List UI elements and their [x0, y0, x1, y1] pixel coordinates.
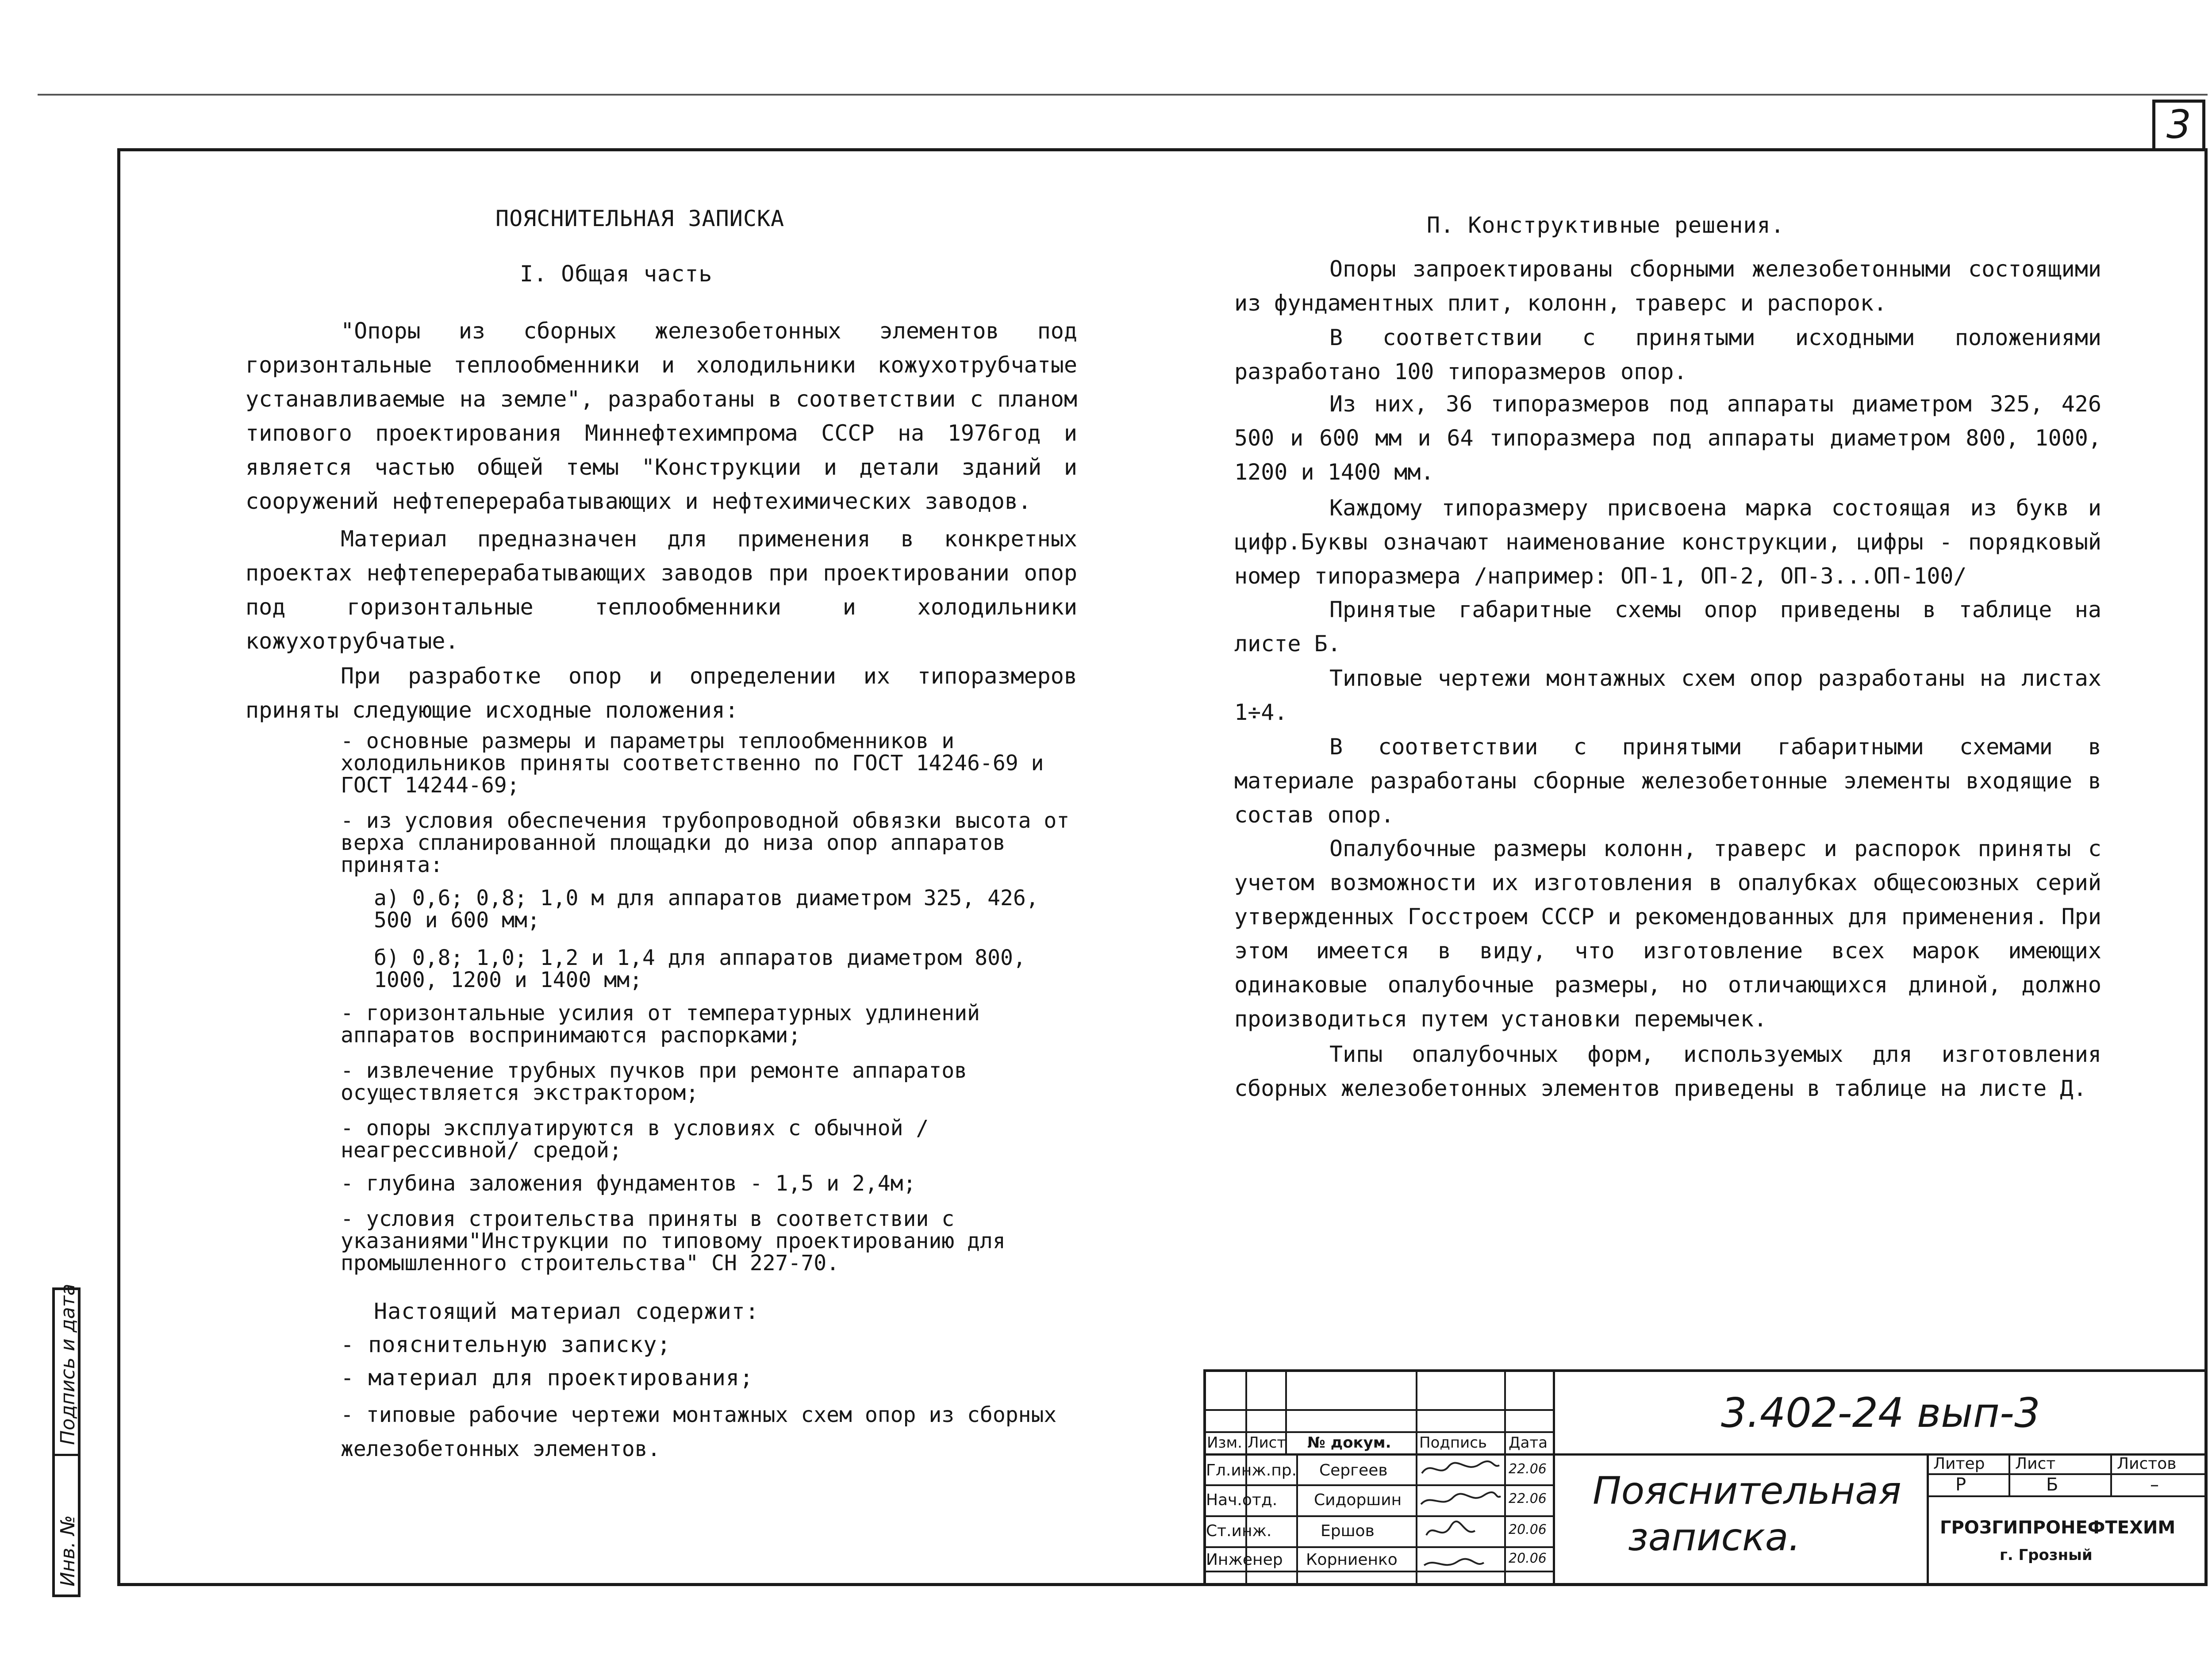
stamp-inventory-label: Инв. № — [57, 1515, 79, 1587]
design-paragraph: Из них, 36 типоразмеров под аппараты диаметром 325, 426 500 и 600 мм и 64 типоразмера под аппараты диаметром 800, 1000, 1200 и 1400 мм. — [1234, 391, 2101, 485]
design-paragraph: В соответствии с принятыми исходными положениями разработано 100 типоразмеров опор. — [1234, 325, 2101, 384]
document-designation: 3.402-24 вып-3 — [1721, 1389, 2040, 1437]
contents-item: - типовые рабочие чертежи монтажных схем опор из сборных железобетонных элементов. — [341, 1402, 1057, 1461]
section-1-heading: I. Общая часть — [520, 261, 713, 287]
signatory-name: Корниенко — [1306, 1551, 1398, 1569]
sheet-title-line2: записка. — [1628, 1515, 1801, 1560]
header-izm: Изм. — [1207, 1434, 1242, 1452]
organization-city: г. Грозный — [2000, 1546, 2093, 1564]
signatory-role: Гл.инж.пр. — [1206, 1461, 1297, 1479]
assumptions-intro: При разработке опор и определении их типоразмеров приняты следующие исходные положения: — [246, 663, 1077, 723]
signatures — [1417, 1456, 1504, 1586]
signatory-role: Ст.инж. — [1206, 1522, 1272, 1540]
design-paragraph: Опоры запроектированы сборными железобетонными состоящими из фундаментных плит, колонн, траверс и распорок. — [1234, 256, 2101, 316]
listov-value: – — [2150, 1475, 2159, 1495]
signatory-name: Сидоршин — [1314, 1491, 1402, 1509]
assumption-item: - горизонтальные усилия от температурных удлинений аппаратов воспринимаются распорками; — [341, 1001, 980, 1048]
design-paragraph: В соответствии с принятыми габаритными схемами в материале разработаны сборные железобетонные элементы входящие в состав опор. — [1234, 734, 2101, 828]
sheet-number: 3 — [2152, 100, 2205, 149]
design-paragraph: Каждому типоразмеру присвоена марка состоящая из букв и цифр.Буквы означают наименование конструкции, цифры - порядковый номер типоразмера /например: ОП-1, ОП-2, ОП-3...ОП-100/ — [1234, 495, 2101, 589]
contents-intro: Настоящий материал содержит: — [374, 1299, 759, 1324]
signatory-date: 22.06 — [1509, 1461, 1547, 1477]
assumption-item: б) 0,8; 1,0; 1,2 и 1,4 для аппаратов диаметром 800, 1000, 1200 и 1400 мм; — [374, 945, 1026, 992]
assumption-item: - опоры эксплуатируются в условиях с обычной /неагрессивной/ средой; — [341, 1116, 929, 1163]
signatory-date: 20.06 — [1509, 1551, 1547, 1566]
signatory-role: Инженер — [1206, 1551, 1283, 1569]
design-paragraph: Опалубочные размеры колонн, траверс и распорок приняты с учетом возможности их изготовления в опалубках общесоюзных серий утвержденных Госстроем СССР и рекомендованных для применения. При этом имеется в виду, что изготовление всех марок имеющих одинаковые опалубочные размеры, но отличающихся длиной, должно производиться путем установки перемычек. — [1234, 836, 2101, 1032]
stamp-signature-label: Подпись и дата — [57, 1283, 79, 1445]
contents-item: - пояснительную записку; — [341, 1332, 671, 1357]
purpose-paragraph: Материал предназначен для применения в конкретных проектах нефтеперерабатывающих заводов при проектировании опор под горизонтальные теплообменники и холодильники кожухотрубчатые. — [246, 526, 1077, 654]
liter-label: Литер — [1933, 1455, 1985, 1473]
signatory-date: 20.06 — [1509, 1522, 1547, 1537]
section-2-heading: П. Конструктивные решения. — [1427, 212, 1785, 238]
signatory-name: Ершов — [1321, 1522, 1375, 1540]
sheet-title-line1: Пояснительная — [1593, 1469, 1901, 1513]
assumption-item: - глубина заложения фундаментов - 1,5 и 2,4м; — [341, 1171, 916, 1196]
header-list: Лист — [1248, 1434, 1286, 1452]
assumption-item: - из условия обеспечения трубопроводной обвязки высота от верха спланированной площадки до низа опор аппаратов принята: — [341, 808, 1070, 877]
contents-item: - материал для проектирования; — [341, 1365, 754, 1391]
document-title: ПОЯСНИТЕЛЬНАЯ ЗАПИСКА — [495, 206, 785, 231]
header-sign: Подпись — [1419, 1434, 1487, 1452]
assumption-item: а) 0,6; 0,8; 1,0 м для аппаратов диаметром 325, 426, 500 и 600 мм; — [374, 886, 1039, 933]
liter-value: Р — [1955, 1475, 1966, 1495]
top-rule — [38, 94, 2208, 96]
margin-stamp — [52, 1283, 81, 1597]
signatory-name: Сергеев — [1319, 1461, 1388, 1479]
design-paragraph: Типы опалубочных форм, используемых для изготовления сборных железобетонных элементов приведены в таблице на листе Д. — [1234, 1041, 2101, 1101]
list-label: Лист — [2015, 1455, 2056, 1473]
signatory-role: Нач.отд. — [1206, 1491, 1278, 1509]
title-block — [1203, 1369, 2208, 1586]
list-value: Б — [2046, 1475, 2058, 1495]
signatory-date: 22.06 — [1509, 1491, 1547, 1506]
design-paragraph: Принятые габаритные схемы опор приведены в таблице на листе Б. — [1234, 597, 2101, 657]
design-paragraph: Типовые чертежи монтажных схем опор разработаны на листах 1÷4. — [1234, 665, 2101, 725]
header-date: Дата — [1509, 1434, 1548, 1452]
assumption-item: - извлечение трубных пучков при ремонте аппаратов осуществляется экстрактором; — [341, 1058, 968, 1105]
stamp-divider — [55, 1454, 79, 1456]
assumption-item: - основные размеры и параметры теплообменников и холодильников приняты соответственно по ГОСТ 14246-69 и ГОСТ 14244-69; — [341, 729, 1044, 798]
header-doc: № докум. — [1307, 1434, 1391, 1452]
listov-label: Листов — [2117, 1455, 2177, 1473]
intro-paragraph: "Опоры из сборных железобетонных элементов под горизонтальные теплообменники и холодильники кожухотрубчатые устанавливаемые на земле", разработаны в соответствии с планом типового проектирования Миннефтехимпрома СССР на 1976год и является частью общей темы "Конструкции и детали зданий и сооружений нефтеперерабатывающих и нефтехимических заводов. — [246, 318, 1077, 514]
organization-name: ГРОЗГИПРОНЕФТЕХИМ — [1940, 1518, 2176, 1538]
assumption-item: - условия строительства приняты в соответствии с указаниями"Инструкции по типовому проектированию для промышленного строительства" СН 227-70. — [341, 1206, 1006, 1276]
